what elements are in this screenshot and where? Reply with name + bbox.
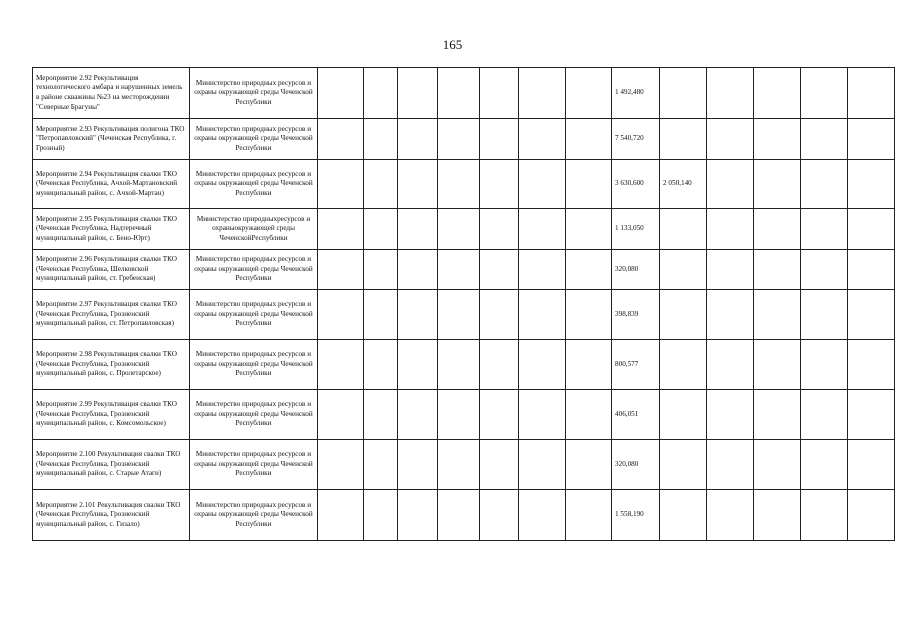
responsible-org: Министерство природных ресурсов и охраны окружающей среды Чеченской Республики <box>190 290 318 340</box>
responsible-org: Министерство природных ресурсов и охраны окружающей среды Чеченской Республики <box>190 68 318 119</box>
amount-value: 398,839 <box>612 290 660 340</box>
amount-value: 1 492,480 <box>612 68 660 119</box>
amount-value-2 <box>660 119 707 160</box>
table-row <box>33 290 895 340</box>
measure-name: Мероприятие 2.95 Рекультивация свалки ТКО (Чеченская Республика, Надтеречный муниципальный район, с. Бено-Юрт) <box>33 209 190 250</box>
amount-value: 1 133,050 <box>612 209 660 250</box>
amount-value-2 <box>660 390 707 440</box>
responsible-org: Министерство природных ресурсов и охраны окружающей среды Чеченской Республики <box>190 250 318 290</box>
responsible-org: Министерство природныхресурсов и охраныокружающей среды ЧеченскойРеспублики <box>190 209 318 250</box>
amount-value: 800,577 <box>612 340 660 390</box>
measure-name: Мероприятие 2.100 Рекультивация свалки ТКО (Чеченская Республика, Грозненский муниципальный район, с. Старые Атаги) <box>33 440 190 490</box>
program-table <box>32 67 895 541</box>
measure-name: Мероприятие 2.101 Рекультивация свалки ТКО (Чеченская Республика, Грозненский муниципальный район, с. Гизало) <box>33 490 190 541</box>
amount-value-2 <box>660 340 707 390</box>
amount-value-2 <box>660 68 707 119</box>
amount-value: 7 540,720 <box>612 119 660 160</box>
table-row <box>33 209 895 250</box>
amount-value: 1 558,190 <box>612 490 660 541</box>
amount-value: 3 630,600 <box>612 160 660 209</box>
responsible-org: Министерство природных ресурсов и охраны окружающей среды Чеченской Республики <box>190 440 318 490</box>
page-number: 165 <box>442 37 463 52</box>
responsible-org: Министерство природных ресурсов и охраны окружающей среды Чеченской Республики <box>190 340 318 390</box>
measure-name: Мероприятие 2.99 Рекультивация свалки ТКО (Чеченская Республика, Грозненский муниципальный район, с. Комсомольское) <box>33 390 190 440</box>
table-row <box>33 160 895 209</box>
measure-name: Мероприятие 2.96 Рекультивация свалки ТКО (Чеченская Республика, Шелковской муниципальный район, ст. Гребенская) <box>33 250 190 290</box>
measure-name: Мероприятие 2.92 Рекультивация технологического амбара и нарушенных земель в районе скважины №23 на месторождении "Северные Брагуны" <box>33 68 190 119</box>
table-row <box>33 250 895 290</box>
amount-value-2 <box>660 440 707 490</box>
measure-name: Мероприятие 2.94 Рекультивация свалки ТКО (Чеченская Республика, Ачхой-Мартановский муниципальный район, с. Ачхой-Мартан) <box>33 160 190 209</box>
table-row <box>33 119 895 160</box>
measure-name: Мероприятие 2.97 Рекультивация свалки ТКО (Чеченская Республика, Грозненский муниципальный район, ст. Петропавловская) <box>33 290 190 340</box>
amount-value-2 <box>660 209 707 250</box>
amount-value-2 <box>660 250 707 290</box>
measure-name: Мероприятие 2.98 Рекультивация свалки ТКО (Чеченская Республика, Грозненский муниципальный район, с. Пролетарское) <box>33 340 190 390</box>
table-row <box>33 340 895 390</box>
amount-value: 406,051 <box>612 390 660 440</box>
responsible-org: Министерство природных ресурсов и охраны окружающей среды Чеченской Республики <box>190 160 318 209</box>
table-row <box>33 440 895 490</box>
responsible-org: Министерство природных ресурсов и охраны окружающей среды Чеченской Республики <box>190 119 318 160</box>
amount-value-2 <box>660 290 707 340</box>
responsible-org: Министерство природных ресурсов и охраны окружающей среды Чеченской Республики <box>190 490 318 541</box>
measure-name: Мероприятие 2.93 Рекультивация полигона ТКО "Петропавловский" (Чеченская Республика, г. Грозный) <box>33 119 190 160</box>
amount-value-2: 2 050,140 <box>660 160 707 209</box>
amount-value: 320,080 <box>612 250 660 290</box>
table-row <box>33 390 895 440</box>
table-row <box>33 490 895 541</box>
table-row <box>33 68 895 119</box>
amount-value-2 <box>660 490 707 541</box>
amount-value: 320,080 <box>612 440 660 490</box>
responsible-org: Министерство природных ресурсов и охраны окружающей среды Чеченской Республики <box>190 390 318 440</box>
